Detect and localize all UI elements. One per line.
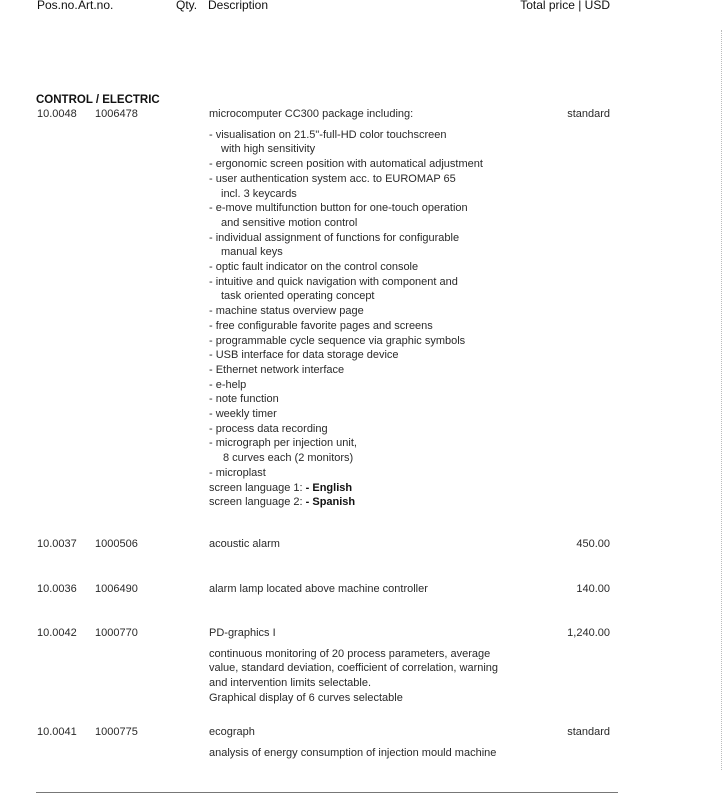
feature-line: incl. 3 keycards — [221, 187, 297, 200]
item-art-no: 1006490 — [95, 583, 138, 595]
feature-line: task oriented operating concept — [221, 290, 375, 303]
item-pos-no: 10.0041 — [37, 726, 77, 738]
feature-line: - machine status overview page — [209, 305, 364, 318]
feature-line: - programmable cycle sequence via graphic symbols — [209, 334, 466, 347]
header-total-price: Total price | USD — [520, 0, 610, 12]
feature-line: - process data recording — [209, 422, 328, 435]
item-pos-no: 10.0036 — [37, 583, 77, 595]
feature-line: - USB interface for data storage device — [209, 349, 399, 362]
header-description: Description — [208, 0, 269, 12]
item-description — [209, 725, 539, 760]
feature-line: - optic fault indicator on the control console — [209, 261, 419, 274]
detail-line: value, standard deviation, coefficient of correlation, warning — [209, 662, 499, 675]
item-description — [209, 107, 539, 510]
item-art-no: 1000770 — [95, 627, 138, 639]
detail-line: and intervention limits selectable. — [209, 677, 372, 690]
feature-line: - user authentication system acc. to EUROMAP 65 — [209, 172, 456, 185]
item-title: ecograph — [209, 726, 255, 738]
feature-line: - intuitive and quick navigation with component and — [209, 275, 458, 288]
item-pos-no: 10.0042 — [37, 627, 77, 639]
feature-line: and sensitive motion control — [221, 216, 358, 229]
feature-line: manual keys — [221, 246, 283, 259]
feature-line: - micrograph per injection unit, — [209, 437, 357, 450]
item-art-no: 1006478 — [95, 108, 138, 120]
header-art-no: Art.no. — [78, 0, 114, 12]
item-price: 1,240.00 — [567, 627, 610, 639]
item-price: 140.00 — [576, 583, 610, 595]
section-title: CONTROL / ELECTRIC — [36, 94, 160, 106]
screen-language-2: screen language 2: - Spanish — [209, 496, 356, 509]
feature-line: - free configurable favorite pages and screens — [209, 319, 433, 332]
feature-line: - note function — [209, 393, 279, 406]
item-title: microcomputer CC300 package including: — [209, 108, 414, 120]
screen-language-1: screen language 1: - English — [209, 481, 353, 494]
item-art-no: 1000775 — [95, 726, 138, 738]
feature-line: - Ethernet network interface — [209, 363, 345, 376]
footer-divider — [36, 792, 618, 793]
feature-line: - e-help — [209, 378, 247, 391]
feature-line: 8 curves each (2 monitors) — [223, 452, 354, 465]
feature-line: - weekly timer — [209, 408, 277, 421]
item-description — [209, 626, 539, 706]
item-price: standard — [567, 108, 610, 120]
item-title: alarm lamp located above machine controller — [209, 583, 428, 595]
header-pos-no: Pos.no. — [37, 0, 78, 12]
item-price: 450.00 — [576, 538, 610, 550]
feature-line: with high sensitivity — [221, 143, 316, 156]
feature-line: - ergonomic screen position with automatical adjustment — [209, 158, 483, 171]
feature-line: - microplast — [209, 466, 266, 479]
feature-line: - e-move multifunction button for one-touch operation — [209, 202, 468, 215]
page-edge-divider — [721, 30, 722, 770]
item-art-no: 1000506 — [95, 538, 138, 550]
item-price: standard — [567, 726, 610, 738]
detail-line: analysis of energy consumption of injection mould machine — [209, 746, 497, 759]
item-title: PD-graphics I — [209, 627, 276, 639]
detail-line: Graphical display of 6 curves selectable — [209, 691, 403, 704]
item-title: acoustic alarm — [209, 538, 280, 550]
header-qty: Qty. — [176, 0, 198, 12]
feature-line: - visualisation on 21.5"-full-HD color touchscreen — [209, 128, 447, 141]
feature-line: - individual assignment of functions for configurable — [209, 231, 460, 244]
detail-line: continuous monitoring of 20 process parameters, average — [209, 647, 491, 660]
item-pos-no: 10.0048 — [37, 108, 77, 120]
item-pos-no: 10.0037 — [37, 538, 77, 550]
